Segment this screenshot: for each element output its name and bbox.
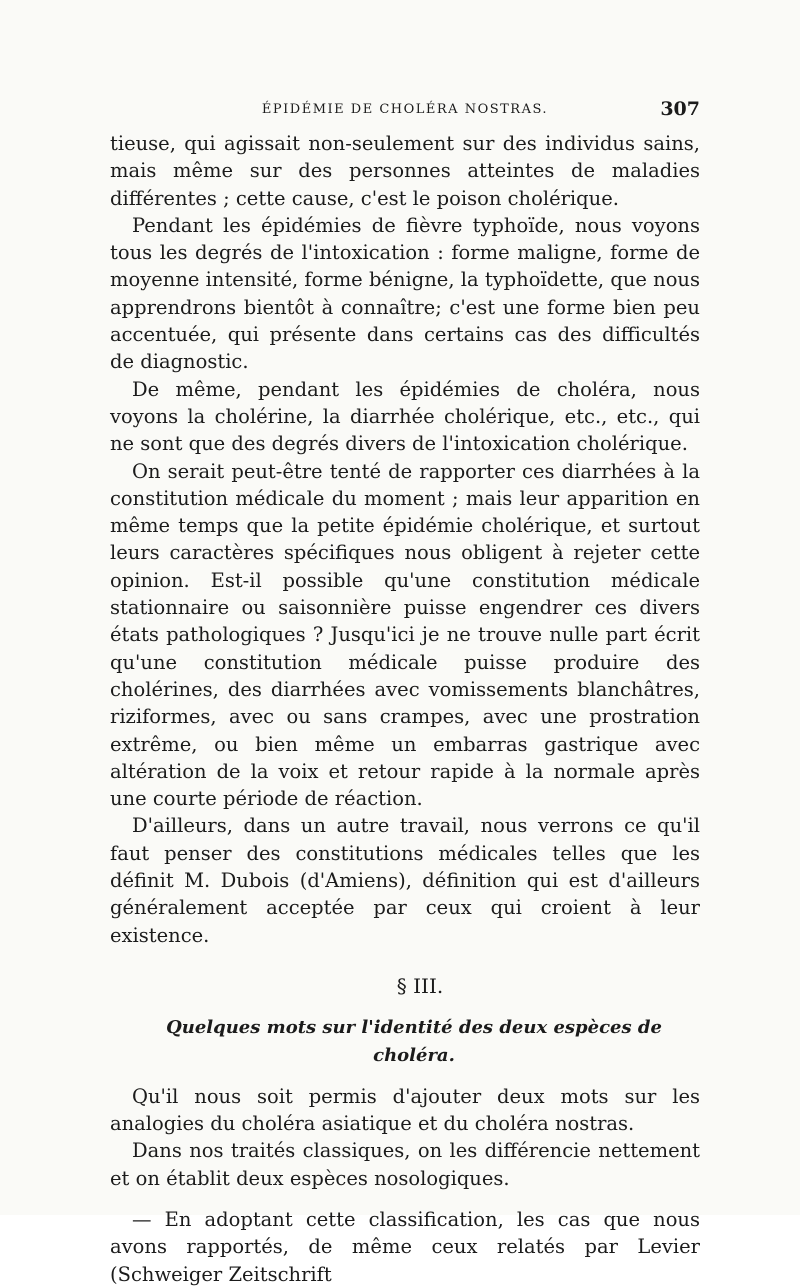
running-head: ÉPIDÉMIE DE CHOLÉRA NOSTRAS.: [261, 102, 549, 117]
page-header: [110, 98, 700, 122]
page-body: [110, 130, 700, 1288]
paragraph: tieuse, qui agissait non-seulement sur des individus sains, mais même sur des personnes atteintes de maladies différentes ; cette cause, c'est le poison cholérique.: [110, 132, 700, 210]
paragraph: On serait peut-être tenté de rapporter ces diarrhées à la constitution médicale du moment ; mais leur apparition en même temps que la petite épidémie cholérique, et surtout leurs caractères spécifiques nous obligent à rejeter cette opinion. Est-il possible qu'une constitution médicale stationnaire ou saisonnière puisse engendrer ces divers états pathologiques ? Jusqu'ici je ne trouve nulle part écrit qu'une constitution médicale puisse produire des cholérines, des diarrhées avec vomissements blanchâtres, riziformes, avec ou sans crampes, avec une prostration extrême, ou bien même un embarras gastrique avec altération de la voix et retour rapide à la normale après une courte période de réaction.: [110, 459, 700, 811]
paragraph: — En adoptant cette classification, les cas que nous avons rapportés, de même ceux relatés par Levier (Schweiger Zeitschrift: [110, 1207, 700, 1286]
paragraph: De même, pendant les épidémies de choléra, nous voyons la cholérine, la diarrhée cholérique, etc., etc., qui ne sont que des degrés divers de l'intoxication cholérique.: [110, 377, 700, 456]
page-number: 307: [660, 98, 700, 120]
section-subtitle: Quelques mots sur l'identité des deux espèces de choléra.: [166, 1017, 662, 1066]
paragraph: D'ailleurs, dans un autre travail, nous verrons ce qu'il faut penser des constitutions médicales telles que les définit M. Dubois (d'Amiens), définition qui est d'ailleurs généralement acceptée par ceux qui croient à leur existence.: [110, 814, 700, 947]
section-heading: § III.: [396, 973, 444, 998]
paragraph: Pendant les épidémies de fièvre typhoïde, nous voyons tous les degrés de l'intoxication : forme maligne, forme de moyenne intensité, forme bénigne, la typhoïdette, que nous apprendrons bientôt à connaître; c'est une forme bien peu accentuée, qui présente dans certains cas des difficultés de diagnostic.: [110, 213, 700, 374]
paragraph: Dans nos traités classiques, on les différencie nettement et on établit deux espèces nosologiques.: [110, 1139, 700, 1190]
paragraph: Qu'il nous soit permis d'ajouter deux mots sur les analogies du choléra asiatique et du choléra nostras.: [110, 1084, 700, 1136]
paragraph-gap: [110, 1192, 700, 1206]
